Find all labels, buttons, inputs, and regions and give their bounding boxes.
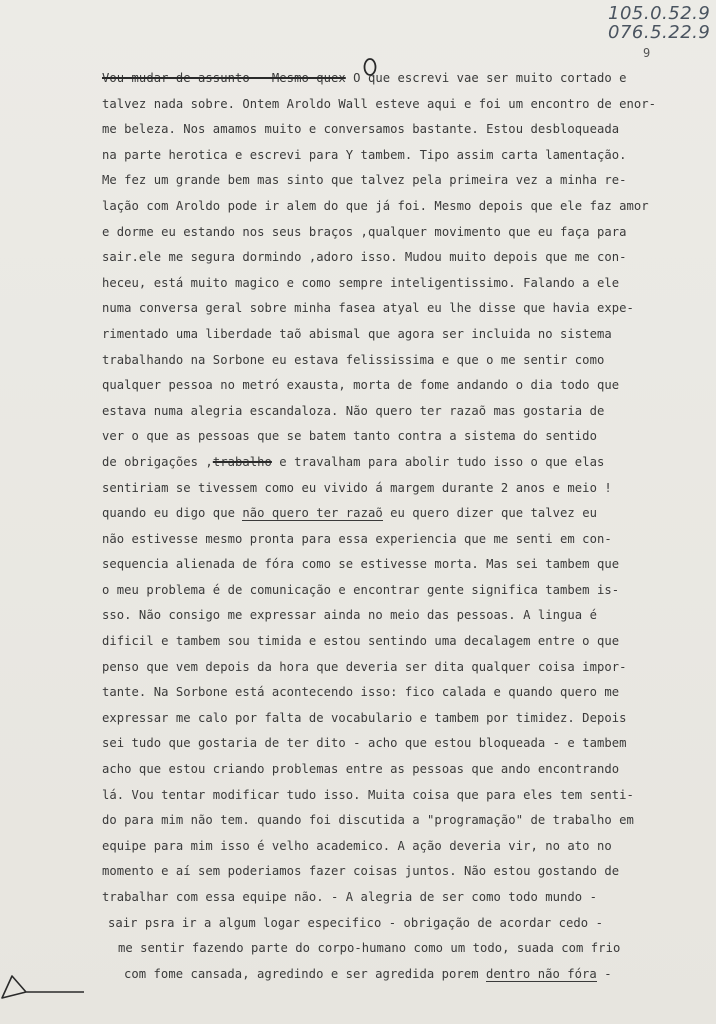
line-text: trabalhando na Sorbone eu estava felississima e que o me sentir como bbox=[102, 352, 605, 367]
struck-text: Vou mudar de assunto - Mesmo quex bbox=[102, 71, 346, 85]
underlined-text: não quero ter razaõ bbox=[242, 506, 383, 521]
line-text: numa conversa geral sobre minha fasea atyal eu lhe disse que havia expe- bbox=[102, 301, 634, 316]
page-number: 9 bbox=[643, 46, 651, 60]
line-text: tante. Na Sorbone está acontecendo isso: fico calada e quando quero me bbox=[102, 685, 620, 700]
line-text: na parte herotica e escrevi para Y tambem. Tipo assim carta lamentação. bbox=[102, 147, 627, 162]
line-text: dificil e tambem sou timida e estou sentindo uma decalagem entre o que bbox=[102, 634, 620, 649]
text-line bbox=[102, 424, 662, 450]
archive-reference-codes bbox=[608, 4, 710, 42]
handwritten-arrow-icon bbox=[0, 968, 90, 1008]
line-text: equipe para mim isso é velho academico. A ação deveria vir, no ato no bbox=[102, 838, 612, 853]
text-line bbox=[102, 552, 662, 578]
line-text: expressar me calo por falta de vocabulario e tambem por timidez. Depois bbox=[102, 710, 627, 725]
line-text: Me fez um grande bem mas sinto que talvez pela primeira vez a minha re- bbox=[102, 173, 627, 188]
text-line bbox=[102, 885, 662, 911]
line-text: não estivesse mesmo pronta para essa experiencia que me senti em con- bbox=[102, 531, 612, 546]
line-text: - bbox=[596, 966, 612, 981]
text-line bbox=[102, 92, 662, 118]
line-text: rimentado uma liberdade taõ abismal que agora ser incluida no sistema bbox=[102, 326, 612, 341]
text-line bbox=[102, 501, 662, 527]
line-text: de obrigações , bbox=[102, 454, 213, 469]
text-line bbox=[102, 911, 662, 937]
text-line bbox=[102, 348, 662, 374]
line-text: sair psra ir a algum logar especifico - obrigação de acordar cedo - bbox=[108, 915, 603, 930]
text-line bbox=[102, 527, 662, 553]
text-line bbox=[102, 271, 662, 297]
text-line bbox=[102, 373, 662, 399]
text-line bbox=[102, 655, 662, 681]
archive-code-primary: 105.0.52.9 bbox=[608, 3, 711, 24]
text-line bbox=[102, 476, 662, 502]
text-line bbox=[102, 66, 662, 92]
line-text: do para mim não tem. quando foi discutida a "programação" de trabalho em bbox=[102, 813, 634, 828]
line-text: estava numa alegria escandaloza. Não quero ter razaõ mas gostaria de bbox=[102, 403, 605, 418]
line-text: quando eu digo que bbox=[102, 506, 243, 521]
archive-code-secondary: 076.5.22.9 bbox=[608, 22, 711, 43]
text-line bbox=[102, 680, 662, 706]
line-text: sequencia alienada de fóra como se estivesse morta. Mas sei tambem que bbox=[102, 557, 620, 572]
text-line bbox=[102, 296, 662, 322]
text-line bbox=[102, 168, 662, 194]
line-text: eu quero dizer que talvez eu bbox=[382, 506, 597, 521]
line-text: sei tudo que gostaria de ter dito - acho que estou bloqueada - e tambem bbox=[102, 736, 627, 751]
text-line bbox=[102, 578, 662, 604]
text-line bbox=[102, 834, 662, 860]
line-text: me sentir fazendo parte do corpo-humano como um todo, suada com frio bbox=[118, 941, 621, 956]
text-line bbox=[102, 143, 662, 169]
underlined-text: dentro não fóra bbox=[486, 966, 597, 981]
line-text: O que escrevi vae ser muito cortado e bbox=[345, 71, 627, 85]
line-text: o meu problema é de comunicação e encontrar gente significa tambem is- bbox=[102, 582, 620, 597]
text-line bbox=[102, 859, 662, 885]
text-line bbox=[102, 450, 662, 476]
line-text: penso que vem depois da hora que deveria ser dita qualquer coisa impor- bbox=[102, 659, 627, 674]
text-line bbox=[102, 399, 662, 425]
text-line bbox=[102, 783, 662, 809]
text-line bbox=[102, 731, 662, 757]
text-line bbox=[102, 117, 662, 143]
text-line bbox=[102, 936, 662, 962]
text-line bbox=[102, 245, 662, 271]
line-text: sair.ele me segura dormindo ,adoro isso. Mudou muito depois que me con- bbox=[102, 250, 627, 265]
text-line bbox=[102, 757, 662, 783]
text-line bbox=[102, 220, 662, 246]
line-text: me beleza. Nos amamos muito e conversamos bastante. Estou desbloqueada bbox=[102, 122, 620, 137]
line-text: lá. Vou tentar modificar tudo isso. Muita coisa que para eles tem senti- bbox=[102, 787, 634, 802]
line-text: trabalhar com essa equipe não. - A alegria de ser como todo mundo - bbox=[102, 890, 597, 904]
text-line bbox=[102, 603, 662, 629]
struck-text: trabalho bbox=[212, 454, 272, 469]
line-text: momento e aí sem poderiamos fazer coisas juntos. Não estou gostando de bbox=[102, 864, 620, 879]
typed-text-body bbox=[102, 66, 662, 987]
line-text: com fome cansada, agredindo e ser agredida porem bbox=[124, 966, 486, 981]
line-text: e dorme eu estando nos seus braços ,qualquer movimento que eu faça para bbox=[102, 224, 627, 239]
line-text: acho que estou criando problemas entre as pessoas que ando encontrando bbox=[102, 762, 620, 777]
line-text: e travalham para abolir tudo isso o que elas bbox=[271, 454, 605, 469]
line-text: qualquer pessoa no metró exausta, morta de fome andando o dia todo que bbox=[102, 378, 620, 393]
line-text: ver o que as pessoas que se batem tanto contra a sistema do sentido bbox=[102, 429, 597, 444]
text-line bbox=[102, 322, 662, 348]
text-line bbox=[102, 194, 662, 220]
line-text: lação com Aroldo pode ir alem do que já foi. Mesmo depois que ele faz amor bbox=[102, 198, 649, 213]
text-line bbox=[102, 808, 662, 834]
text-line bbox=[102, 629, 662, 655]
line-text: sso. Não consigo me expressar ainda no meio das pessoas. A lingua é bbox=[102, 608, 597, 623]
line-text: heceu, está muito magico e como sempre inteligentissimo. Falando a ele bbox=[102, 275, 620, 290]
text-line bbox=[102, 962, 662, 988]
line-text: talvez nada sobre. Ontem Aroldo Wall esteve aqui e foi um encontro de enor- bbox=[102, 96, 657, 111]
text-line bbox=[102, 706, 662, 732]
line-text: sentiriam se tivessem como eu vivido á margem durante 2 anos e meio ! bbox=[102, 480, 612, 495]
